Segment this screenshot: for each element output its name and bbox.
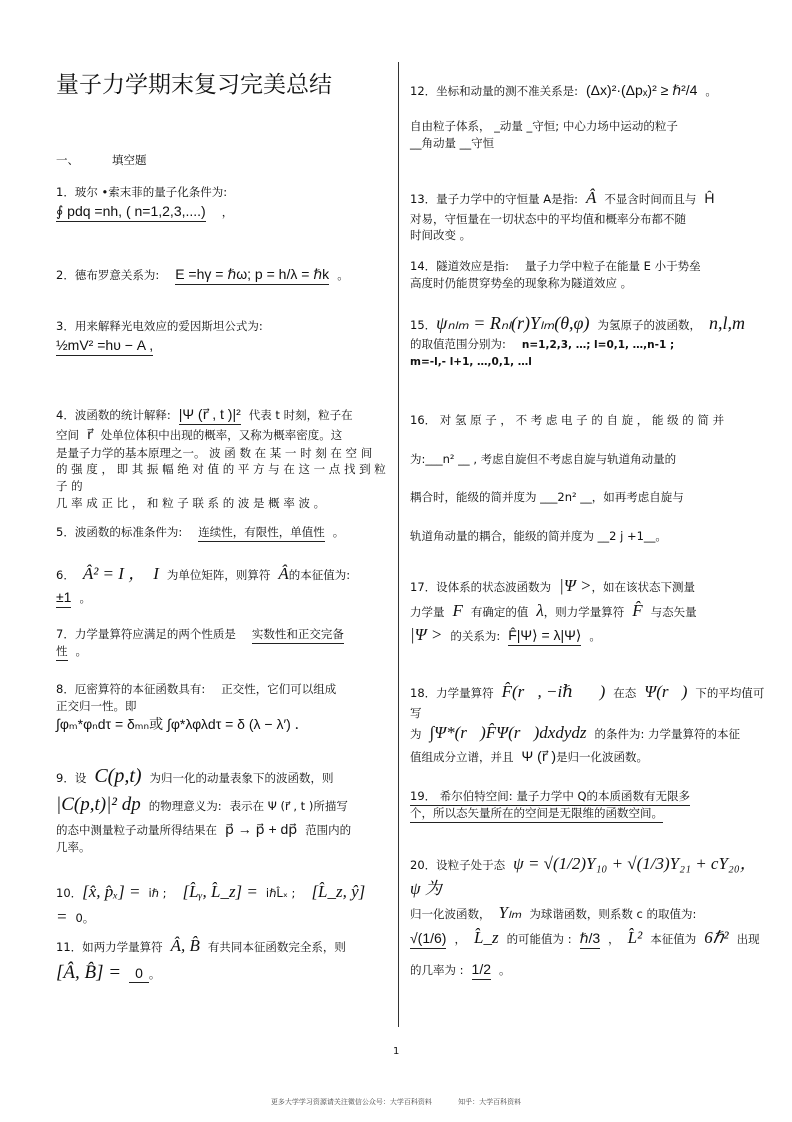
q12-tail: 。 xyxy=(705,84,717,98)
q15-line3: m=-l,- l+1, …,0,1, …l xyxy=(410,356,532,369)
q20-eigenvalue: 6ℏ² xyxy=(704,927,729,947)
page-title: 量子力学期末复习完美总结 xyxy=(56,72,332,98)
question-14 xyxy=(410,258,766,291)
q9-line3: 的态中测量粒子动量所得结果在 xyxy=(56,822,217,837)
q20-line2b: 为球谐函数，则系数 c 的取值为: xyxy=(529,907,697,922)
q15-nlm: n,l,m xyxy=(709,313,745,333)
q10-f1: [x̂, p̂ₓ] = xyxy=(82,882,141,901)
q4-line5: 几 率 成 正 比 ， 和 粒 子 联 系 的 波 是 概 率 波 。 xyxy=(56,495,326,510)
q18-line2a: 为 xyxy=(410,727,422,742)
question-17 xyxy=(410,574,766,648)
q4-formula: |Ψ (r⃗ , t )|² xyxy=(179,406,241,425)
q16-line3: 耦合时，能级的简并度为 ___2n² __，如再考虑自旋与 xyxy=(410,490,684,505)
q11-ab: Â, B̂ xyxy=(170,936,200,955)
q4-line3: 是量子力学的基本原理之一。 波 函 数 在 某 一 时 刻 在 空 间 xyxy=(56,445,373,460)
q20-probability: 1/2 xyxy=(472,961,491,980)
q18-text: 18．力学量算符 xyxy=(410,686,494,700)
column-divider xyxy=(398,62,399,1027)
section-heading: 填空题 xyxy=(112,153,147,167)
q10-a2: iℏL̂ₓ ; xyxy=(265,886,296,900)
q4-line2a: 空间 xyxy=(56,428,79,443)
q17-line2c: ，则力学量算符 xyxy=(543,604,625,619)
q13-line2: 对易，守恒量在一切状态中的平均值和概率分布都不随 xyxy=(410,211,686,226)
q14-text: 14．隧道效应是指: xyxy=(410,259,510,273)
question-4 xyxy=(56,404,392,511)
question-5 xyxy=(56,524,392,541)
question-3 xyxy=(56,318,392,355)
q9-line3c: 范围内的 xyxy=(305,822,352,837)
q1-tail: ， xyxy=(221,204,234,219)
q18-f: F̂(r⃗, −iℏ∇⃗) xyxy=(501,682,606,701)
q16-line2: 为:___n² __ , 考虑自旋但不考虑自旋与轨道角动量的 xyxy=(410,451,677,466)
footer-zhihu: 知乎：大学百科资料 xyxy=(458,1098,522,1106)
q15-line2b: n=1,2,3, …; l=0,1, …,n-1 ; xyxy=(521,339,675,352)
q9-line2b: 表示在 Ψ (r⃗ , t )所描写 xyxy=(229,799,348,813)
question-1 xyxy=(56,184,392,221)
q11-line1: 有共同本征函数完全系，则 xyxy=(207,940,346,954)
q10-f2: [L̂ᵧ, L̂_z] = xyxy=(182,882,258,901)
q17-psi2: |Ψ > xyxy=(410,625,443,645)
question-15 xyxy=(410,310,766,371)
q8-line2: 正交归一性。即 xyxy=(56,698,137,713)
q11-answer: 0 xyxy=(129,965,149,983)
q20-l2: L̂² xyxy=(627,927,643,947)
q12-line3: __角动量 __守恒 xyxy=(410,135,495,150)
q3-text: 3．用来解释光电效应的爱因斯坦公式为: xyxy=(56,319,263,333)
q1-text: 1．玻尔 •索末菲的量子化条件为: xyxy=(56,185,228,199)
q4-line1: 代表 t 时刻，粒子在 xyxy=(248,408,353,422)
q5-answer: 连续性，有限性，单值性 xyxy=(198,525,325,542)
q9-formula: |C(p,t)|² dp xyxy=(56,794,141,815)
q17-lambda: λ xyxy=(536,600,544,620)
q9-line3b: p⃗ → p⃗ + dp⃗ xyxy=(225,820,298,837)
q18-line3: 值组成分立谱，并且 xyxy=(410,749,514,764)
q20-line2: 归一化波函数， xyxy=(410,907,491,922)
question-16 xyxy=(410,412,766,545)
q4-text: 4．波函数的统计解释: xyxy=(56,408,171,422)
q3-answer: ½mV² =hυ − A , xyxy=(56,337,153,356)
q4-line4: 的 强 度 ， 即 其 振 幅 绝 对 值 的 平 方 与 在 这 一 点 找 到 粒 子 的 xyxy=(56,462,386,493)
question-11 xyxy=(56,934,392,986)
q2-tail: 。 xyxy=(337,268,349,282)
q9-line1: 为归一化的动量表象下的波函数，则 xyxy=(149,771,334,785)
q7-text: 7．力学量算符应满足的两个性质是 xyxy=(56,627,236,641)
q14-line2: 高度时仍能贯穿势垒的现象称为隧道效应 。 xyxy=(410,275,633,290)
q13-mid: 不显含时间而且与 xyxy=(604,192,697,206)
q12-text: 12．坐标和动量的测不准关系是: xyxy=(410,84,579,98)
q7-answer2: 性 xyxy=(56,644,68,661)
q20-line3b: 的可能值为 : xyxy=(506,931,572,946)
q7-answer1: 实数性和正交完备 xyxy=(252,627,344,644)
q2-text: 2．德布罗意关系为: xyxy=(56,268,160,282)
question-19 xyxy=(410,788,766,821)
q13-h: Ĥ xyxy=(704,190,715,206)
footer xyxy=(0,1097,792,1107)
question-12 xyxy=(410,80,766,152)
q9-line2: 的物理意义为: xyxy=(148,799,222,813)
q20-lz-value: ℏ/3 xyxy=(580,930,601,949)
question-9 xyxy=(56,762,392,856)
q9-c: C(p,t) xyxy=(94,765,142,787)
q9-line4: 几率。 xyxy=(56,839,91,854)
q6-end: 的本征值为: xyxy=(288,568,351,582)
q1-answer: ∮ pdq =nh, ( n=1,2,3,....) xyxy=(56,203,206,222)
q6-text: 6． xyxy=(56,568,75,582)
question-18 xyxy=(410,680,766,766)
q11-tail: 。 xyxy=(148,966,161,981)
footer-wechat: 更多大学学习资源请关注微信公众号：大学百科资料 xyxy=(270,1098,432,1106)
q6-mid: 为单位矩阵，则算符 xyxy=(166,568,271,582)
q17-line1: ，如在该状态下测量 xyxy=(591,580,695,594)
q12-formula: (Δx)²·(Δpₓ)² ≥ ℏ²/4 xyxy=(586,82,698,98)
q13-line3: 时间改变 。 xyxy=(410,228,472,243)
q18-psi: Ψ(r⃗) xyxy=(644,682,688,701)
q6-formula: Â² = I ， xyxy=(82,564,146,583)
q20-formula: ψ = √(1/2)Y₁₀ + √(1/3)Y₂₁ + cY₂₀ xyxy=(513,854,740,873)
q15-text: 15． xyxy=(410,318,437,332)
q5-tail: 。 xyxy=(332,525,345,539)
q18-psi3: Ψ (r⃗ ) xyxy=(521,747,557,764)
q17-f: F xyxy=(452,600,463,620)
question-6 xyxy=(56,562,392,607)
q20-tail: 。 xyxy=(499,962,511,977)
q20-line3e: 出现 xyxy=(736,931,760,946)
q17-line2b: 有确定的值 xyxy=(470,604,529,619)
q15-formula: ψₙₗₘ = Rₙₗ(r)Yₗₘ(θ,φ) xyxy=(436,313,590,333)
q19-line2: 个，所以态矢量所在的空间是无限维的函数空间。 xyxy=(410,806,663,823)
q7-tail: 。 xyxy=(75,643,87,658)
q13-a: Â xyxy=(586,188,597,207)
q8-text: 8．厄密算符的本征函数具有: xyxy=(56,682,206,696)
q5-text: 5．波函数的标准条件为: xyxy=(56,525,183,539)
question-20 xyxy=(410,852,766,979)
q12-line2: 自由粒子体系， _动量 _守恒; 中心力场中运动的粒子 xyxy=(410,119,678,134)
q19-line1: 19． 希尔伯特空间: 量子力学中 Q的本质函数有无限多 xyxy=(410,789,690,806)
q20-line4: 的几率为 : xyxy=(410,962,464,977)
q18-line2b: 的条件为: 力学量算符的本征 xyxy=(594,727,741,742)
q14-line1: 量子力学中粒子在能量 E 小于势垒 xyxy=(525,259,701,273)
q6-answer: ±1 xyxy=(56,589,71,608)
q6-tail: 。 xyxy=(79,590,91,605)
q20-line3a: ， xyxy=(454,931,466,946)
q17-line2a: 力学量 xyxy=(410,604,445,619)
section-number: 一、 xyxy=(56,153,79,167)
q17-psi: |Ψ > xyxy=(559,576,592,595)
q10-f3: [L̂_z, ŷ] = xyxy=(56,882,366,926)
q20-c: √(1/6) xyxy=(410,930,446,949)
q6-i: I xyxy=(153,564,159,583)
q10-a1: iℏ ; xyxy=(148,886,167,900)
q11-formula: [Â, B̂] = xyxy=(56,961,122,983)
q6-a: Â xyxy=(278,564,289,583)
q20-line3d: 本征值为 xyxy=(650,931,697,946)
q20-psi: ，ψ 为 xyxy=(410,854,757,898)
q17-fhat: F̂ xyxy=(632,600,643,620)
question-10 xyxy=(56,880,392,929)
q18-line1: 下的平均值可写 xyxy=(410,686,765,720)
q17-line2d: 与态矢量 xyxy=(650,604,697,619)
q20-lz: L̂_z xyxy=(473,927,499,947)
question-7 xyxy=(56,626,392,659)
q4-line2b: 处单位体积中出现的概率，又称为概率密度。这 xyxy=(100,428,343,443)
q8-mid: 正交性，它们可以组成 xyxy=(221,682,337,696)
q16-line1: 16． 对 氢 原 子 ， 不 考 虑 电 子 的 自 旋 ， 能 级 的 简 并 xyxy=(410,413,725,427)
q20-line3c: ， xyxy=(608,931,620,946)
question-2 xyxy=(56,264,392,284)
q15-mid: 为氢原子的波函数， xyxy=(597,318,701,332)
q20-text: 20．设粒子处于态 xyxy=(410,858,506,872)
q18-line3b: 是归一化波函数。 xyxy=(556,749,649,764)
q11-text: 11．如两力学量算符 xyxy=(56,940,163,954)
q17-tail: 。 xyxy=(589,629,601,644)
q20-y: Yₗₘ xyxy=(498,903,522,923)
q10-a3: 0。 xyxy=(75,910,95,925)
page-number: 1 xyxy=(393,1046,400,1057)
q18-mid: 在态 xyxy=(613,686,637,700)
q4-r: r⃗ xyxy=(87,426,93,443)
question-8 xyxy=(56,681,392,735)
q17-line3: 的关系为: xyxy=(450,629,501,644)
q2-answer: E =hγ = ℏω; p = h/λ = ℏk xyxy=(175,266,329,285)
q13-text: 13．量子力学中的守恒量 A是指: xyxy=(410,192,579,206)
q18-formula: ∫Ψ*(r⃗)F̂Ψ(r⃗)dxdydz xyxy=(429,723,587,743)
q16-line4: 轨道角动量的耦合，能级的简并度为 __2 j +1__。 xyxy=(410,529,667,544)
q17-answer: F̂|Ψ⟩ = λ|Ψ⟩ xyxy=(508,627,581,646)
question-13 xyxy=(410,186,766,244)
q8-formula: ∫φₘ*φₙdτ = δₘₙ或 ∫φ*λφλdτ = δ (λ − λ′) ． xyxy=(56,716,309,733)
q17-text: 17．设体系的状态波函数为 xyxy=(410,580,552,594)
q15-line2: 的取值范围分别为: xyxy=(410,337,506,352)
q9-text: 9．设 xyxy=(56,771,87,785)
q10-text: 10． xyxy=(56,886,83,900)
